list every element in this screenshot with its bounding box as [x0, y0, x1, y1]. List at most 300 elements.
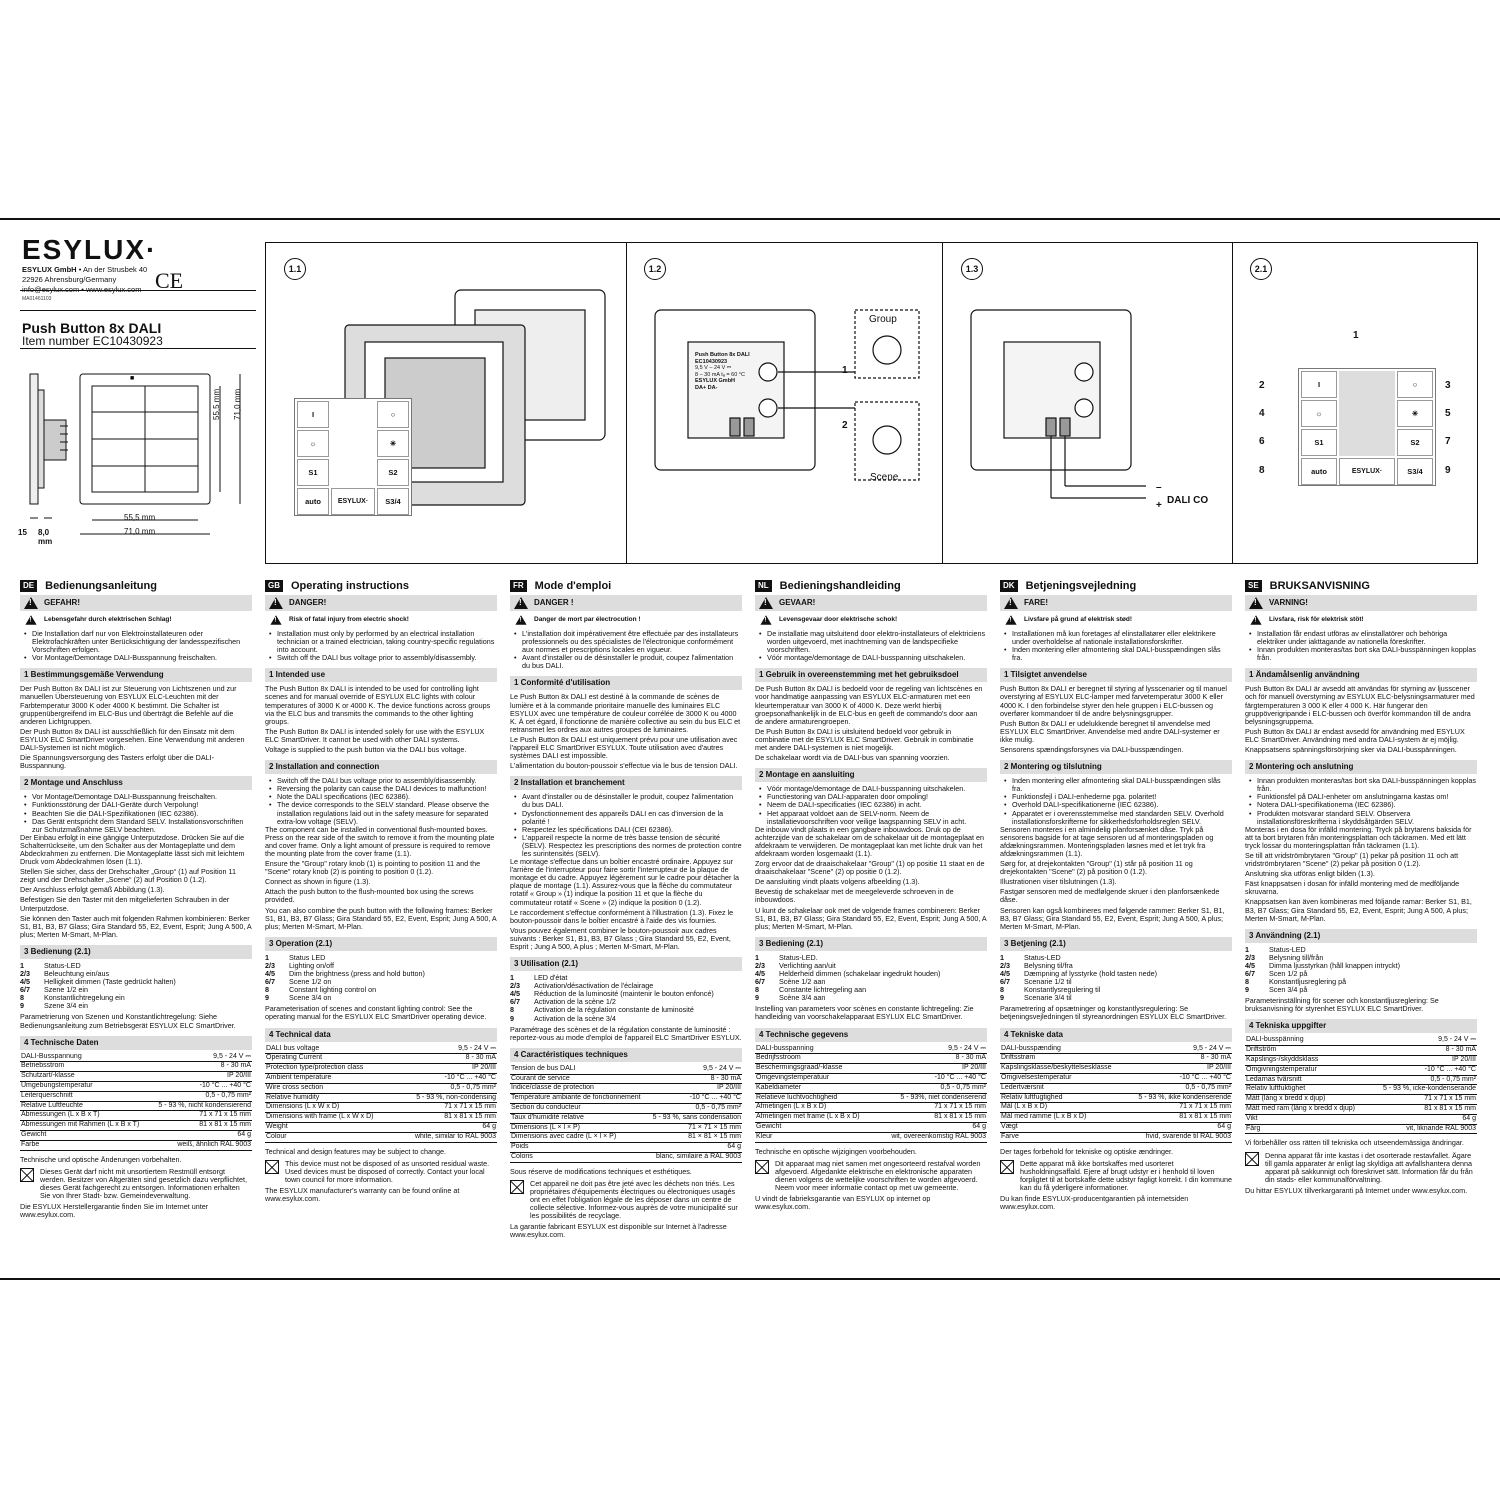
spec-value: 9,5 - 24 V ⎓ [876, 1045, 987, 1054]
spec-label: Kapslingsklasse/beskyttelsesklasse [1000, 1064, 1126, 1074]
dimension-outer-width: 71,0 mm [124, 527, 156, 536]
keypad-front [294, 398, 412, 516]
spec-label: Section du conducteur [510, 1104, 648, 1114]
key-on: I [1301, 371, 1337, 398]
label-current: 8 – 30 mA tₐ = 60 °C [695, 371, 745, 378]
callout-2: 2 [842, 420, 848, 431]
list-item: • Innan produkten monteras/tas bort ska DALI-busspänningen kopplas från. [1249, 646, 1477, 662]
divider [626, 242, 627, 564]
paragraph: Parameterisation of scenes and constant lighting control: See the operating manual for the ESYLUX ELC SmartDriver operating device. [265, 1004, 487, 1022]
operation-number: 1 [1000, 952, 1004, 962]
paragraph: The ESYLUX manufacturer's warranty can be found online at www.esylux.com. [265, 1185, 460, 1203]
list-item: • Note the DALI specifications (IEC 62386). [269, 793, 497, 801]
spec-value: vit, liknande RAL 9003 [1370, 1124, 1477, 1134]
table-row [1000, 1122, 1232, 1132]
warning-icon [269, 597, 283, 609]
figure-number-1-1: 1.1 [284, 258, 306, 280]
table-row [265, 1073, 497, 1083]
table-row [510, 1104, 742, 1114]
table-row [265, 1122, 497, 1132]
spec-value: 5 - 93 %, icke-kondenserande [1370, 1085, 1477, 1095]
spec-value: 5 - 93 %, non-condensing [397, 1093, 497, 1103]
paragraph: De aansluiting vindt plaats volgens afbeelding (1.3). [755, 877, 920, 887]
callout-4: 4 [1259, 408, 1265, 419]
company-name: ESYLUX GmbH [22, 265, 77, 274]
list-item: • Switch off the DALI bus voltage prior to assembly/disassembly. [269, 654, 497, 662]
list-item: • Vóór montage/demontage de DALI-busspanning uitschakelen. [759, 785, 987, 793]
spec-label: Betriebsstrom [20, 1062, 150, 1072]
table-row [510, 1123, 742, 1133]
label-scene: Scene [870, 472, 899, 483]
danger-subtitle [514, 614, 742, 626]
operation-number: 2/3 [20, 969, 30, 978]
section-heading: 3 Bediening (2.1) [755, 937, 987, 951]
ce-mark: CE [155, 268, 184, 293]
paragraph: Paramétrage des scènes et de la régulation constante de luminosité : reportez-vous au mode d'emploi de l'appareil ELC SmartDriver ESYLUX. [510, 1024, 742, 1042]
spec-value: 81 × 81 × 15 mm [648, 1133, 742, 1143]
spec-label: Ledarnas tvärsnitt [1245, 1075, 1370, 1085]
danger-title: DANGER! [289, 597, 327, 607]
paragraph: Technische und optische Änderungen vorbehalten. [20, 1154, 182, 1164]
section-heading: 3 Användning (2.1) [1245, 929, 1477, 943]
spec-label: Omgevingstemperatuur [755, 1073, 876, 1083]
danger-title: GEVAAR! [779, 597, 816, 607]
table-row [265, 1083, 497, 1093]
table-row [755, 1113, 987, 1123]
callout-8: 8 [1259, 465, 1265, 476]
spec-label: Courant de service [510, 1074, 648, 1084]
spec-label: Wire cross section [265, 1083, 397, 1093]
table-row [265, 1132, 497, 1142]
spec-label: DALI-Busspannung [20, 1053, 150, 1062]
spec-value: 81 x 81 x 15 mm [1126, 1113, 1232, 1123]
table-row [20, 1140, 252, 1150]
operation-number: 6/7 [1245, 969, 1255, 978]
spec-label: Afmetingen (L x B x D) [755, 1103, 876, 1113]
spec-value: 81 x 81 x 15 mm [397, 1113, 497, 1123]
danger-list [1249, 630, 1477, 662]
paragraph: Bevestig de schakelaar met de meegeleverde schroeven in de inbouwdoos. [755, 887, 954, 905]
spec-value: 9,5 - 24 V ⎓ [150, 1053, 252, 1062]
dimension-outer-height: 71,0 mm [233, 388, 242, 420]
bullet-list [24, 793, 252, 833]
column-header [265, 580, 497, 592]
operation-number: 6/7 [20, 985, 30, 995]
paragraph: Sørg for, at drejekontakten "Group" (1) står på position 11 og drejekontakten "Scene" (2) på position 0 (1.2). [1000, 859, 1193, 877]
operation-text: Konstantlichtregelung ein [44, 993, 125, 1003]
operation-text: Status-LED. [779, 952, 818, 962]
label-code: EC10430923 [695, 358, 728, 365]
warning-icon [759, 597, 773, 609]
address-line: 22926 Ahrensburg/Germany [22, 275, 117, 284]
paragraph: Instelling van parameters voor scènes en constante lichtregeling: Zie handleiding van voorschakelapparaat ESYLUX ELC SmartDriver. [755, 1004, 974, 1022]
section-heading: 3 Bedienung (2.1) [20, 945, 252, 959]
section-heading: 4 Technical data [265, 1028, 497, 1042]
spec-label: Kleur [755, 1132, 876, 1142]
table-row [510, 1084, 742, 1094]
figure-number-2-1: 2.1 [1250, 258, 1272, 280]
operation-text: Status-LED [44, 960, 81, 970]
spec-label: Omgivelsestemperatur [1000, 1073, 1126, 1083]
spec-label: Omgivningstemperatur [1245, 1065, 1370, 1075]
table-row [1245, 1046, 1477, 1056]
spec-label: Kabeldiameter [755, 1083, 876, 1093]
dimension-depth: 15 [18, 528, 27, 537]
spec-value: 5 - 93 %, sans condensation [648, 1113, 742, 1123]
paragraph: Die ESYLUX Herstellergarantie finden Sie im Internet unter www.esylux.com. [20, 1202, 209, 1220]
table-row [265, 1064, 497, 1074]
bullet-list [514, 793, 742, 858]
table-row [20, 1062, 252, 1072]
operation-text: Helligkeit dimmen (Taste gedrückt halten) [44, 977, 176, 987]
table-row [265, 1113, 497, 1123]
list-item: • Funktionsfejl i DALI-enhederne pga. polaritet! [1004, 793, 1232, 801]
danger-banner [20, 595, 252, 611]
crossed-bin-icon [1245, 1152, 1259, 1166]
section-heading: 2 Montage en aansluiting [755, 768, 987, 782]
language-code: FR [510, 580, 527, 592]
operation-number: 2/3 [755, 960, 765, 970]
table-row [1000, 1073, 1232, 1083]
spec-value: hvid, svarende til RAL 9003 [1126, 1132, 1232, 1142]
technical-data-table [510, 1065, 742, 1163]
section-heading: 1 Conformité d'utilisation [510, 676, 742, 690]
spec-label: Tension de bus DALI [510, 1065, 648, 1074]
section-heading: 2 Installation and connection [265, 760, 497, 774]
callout-7: 7 [1445, 436, 1451, 447]
operation-text: Belysning till/från [1269, 952, 1324, 962]
paragraph: Zorg ervoor dat de draaischakelaar "Group" (1) op positie 11 staat en de draaischakelaar "Scene" (2) op positie 0 (1.2). [755, 859, 985, 877]
spec-label: Farbe [20, 1140, 150, 1150]
paragraph: De schakelaar wordt via de DALI-bus van spanning voorzien. [755, 753, 950, 763]
operation-list [1000, 954, 1232, 1003]
danger-list [24, 630, 252, 662]
warning-icon [760, 615, 771, 625]
danger-banner [510, 595, 742, 611]
table-row [20, 1053, 252, 1062]
paragraph: Sie können den Taster auch mit folgenden Rahmen kombinieren: Berker S1, B1, B3, B7 Glass; Gira Standard 55, E2, Event, Esprit; Jung A 500, A plus; Merten M-Smart, M-Plan. [20, 913, 252, 939]
paragraph: Fastgør sensoren med de medfølgende skruer i den planforsænkede dåse. [1000, 887, 1220, 905]
paragraph: Connect as shown in figure (1.3). [265, 877, 371, 887]
operation-text: Dim the brightness (press and hold button) [289, 969, 425, 978]
operation-text: Scen 1/2 på [1269, 969, 1308, 978]
operation-list [265, 954, 497, 1003]
danger-list [1004, 630, 1232, 662]
spec-value: 64 g [150, 1131, 252, 1141]
key-dim-up: ✳ [1397, 400, 1433, 427]
list-item: • Inden montering eller afmontering skal DALI-busspændingen slås fra. [1004, 777, 1232, 793]
spec-value: 8 - 30 mA [1370, 1046, 1477, 1056]
spec-label: Afmetingen met frame (L x B x D) [755, 1113, 876, 1123]
operation-text: Scène 1/2 aan [779, 977, 826, 987]
operation-number: 9 [265, 993, 269, 1003]
spec-label: Dimensions avec cadre (L × l × P) [510, 1133, 648, 1143]
spec-label: Relative Luftfeuchte [20, 1101, 150, 1111]
paragraph: Parametrierung von Szenen und Konstantlichtregelung: Siehe Bedienungsanleitung zum Betriebsgerät ESYLUX ELC SmartDriver. [20, 1012, 236, 1030]
callout-5: 5 [1445, 408, 1451, 419]
spec-value: -10 °C ... +40 °C [397, 1073, 497, 1083]
spec-label: Coloris [510, 1153, 648, 1163]
danger-list [269, 630, 497, 662]
danger-text: Danger de mort par électrocution ! [534, 615, 641, 623]
paragraph: Push Button 8x DALI är endast avsedd för användning med ESYLUX ELC SmartDriver. Användning med andra DALI-system är ej möjlig. [1245, 726, 1465, 744]
paragraph: Illustrationen viser tilslutningen (1.3). [1000, 877, 1117, 887]
operation-number: 6/7 [265, 977, 275, 987]
callout-9: 9 [1445, 465, 1451, 476]
label-plus: + [1156, 500, 1162, 511]
section-heading: 2 Montering og tilslutning [1000, 760, 1232, 774]
spec-label: Ambient temperature [265, 1073, 397, 1083]
technical-data-table [1245, 1036, 1477, 1134]
list-item: • The device corresponds to the SELV standard. Please observe the installation regulations laid out in the safety measure for separated extra-low voltage (SELV). [269, 801, 497, 825]
paragraph: De Push Button 8x DALI is uitsluitend bedoeld voor gebruik in combinatie met de ESYLUX ELC SmartDriver. Gebruik in combinatie met andere DALI-systemen is niet mogelijk. [755, 726, 974, 753]
key-on: I [297, 401, 329, 428]
column-fr [510, 580, 742, 1242]
danger-text: Livsfare på grund af elektrisk stød! [1024, 615, 1133, 623]
disposal-text: Dette apparat må ikke bortskaffes med usorteret husholdningsaffald. Ejere af brugt udstyr er i henhold til loven forpligtet til at bortskaffe dette udstyr fagligt korrekt. I din kommune kan du få yderligere informationer. [1020, 1158, 1232, 1192]
danger-subtitle [1004, 614, 1232, 626]
operation-list [1245, 946, 1477, 995]
list-item: • Beachten Sie die DALI-Spezifikationen (IEC 62386). [24, 810, 252, 818]
table-row [1245, 1056, 1477, 1066]
spec-value: 71 x 71 x 15 mm [150, 1111, 252, 1121]
column-header [510, 580, 742, 592]
table-row [510, 1094, 742, 1104]
paragraph: Monteras i en dosa för infälld montering. Tryck på brytarens baksida för att ta bort brytaren från monteringsplattan och täckramen. Med ett lätt tryck lossar du monteringsplattan från täckramen (1.1). [1245, 824, 1472, 850]
list-item: • Inden montering eller afmontering skal DALI-busspændingen slås fra. [1004, 646, 1232, 662]
disposal-note [1245, 1152, 1477, 1184]
spec-value: IP 20/III [1126, 1064, 1232, 1074]
danger-title: GEFAHR! [44, 597, 80, 607]
bullet-list [269, 777, 497, 826]
paragraph: You can also combine the push button with the following frames: Berker S1, B1, B3, B7 Glass; Gira Standard 55, E2, Event, Esprit; Jung A 500, A plus; Merten M-Smart, M-Plan. [265, 905, 497, 931]
spec-label: Taux d'humidité relative [510, 1113, 648, 1123]
spec-value: IP 20/III [1370, 1056, 1477, 1066]
spec-label: DALI-busspanning [755, 1045, 876, 1054]
table-row [1000, 1132, 1232, 1142]
callout-6: 6 [1259, 436, 1265, 447]
disposal-note [20, 1168, 252, 1200]
spec-label: Färg [1245, 1124, 1370, 1134]
paragraph: Sensoren monteres i en almindelig planforsænket dåse. Tryk på sensorens bagside for at tage sensoren ud af monteringspladen og afdækningsrammen. Monteringspladen løsnes med et let tryk fra afdækningsrammen (1.1). [1000, 824, 1214, 858]
table-row [755, 1054, 987, 1064]
table-row [510, 1143, 742, 1153]
paragraph: The Push Button 8x DALI is intended solely for use with the ESYLUX ELC SmartDriver. It cannot be used with other DALI systems. [265, 726, 485, 744]
spec-label: Operating Current [265, 1054, 397, 1064]
paragraph: Der Einbau erfolgt in eine gängige Unterputzdose. Drücken Sie auf die Schalterrückseite, um den Schalter aus der Montageplatte und dem Abdeckrahmen zu entfernen. Die Montageplatte lässt sich mit leichtem Druck vom Abdeckrahmen lösen (1.1). [20, 832, 245, 867]
operation-text: Konstantlysregulering til [1024, 985, 1101, 995]
section-heading: 4 Tekniska uppgifter [1245, 1019, 1477, 1033]
operation-text: Scene 1/2 on [289, 977, 332, 987]
spec-label: Beschermingsgraad/-klasse [755, 1064, 876, 1074]
dimension-inner-height: 55,5 mm [212, 388, 221, 420]
table-row [20, 1111, 252, 1121]
danger-banner [755, 595, 987, 611]
item-number: Item number EC10430923 [22, 334, 163, 348]
address-line: • An der Strusbek 40 [78, 265, 148, 274]
spec-value: 71 × 71 × 15 mm [648, 1123, 742, 1133]
paragraph: L'alimentation du bouton-poussoir s'effectue via le bus de tension DALI. [510, 761, 738, 771]
list-item: • Installation får endast utföras av elinstallatörer och behöriga elektriker under iakttagande av nationella föreskrifter. [1249, 630, 1477, 646]
paragraph: Le Push Button 8x DALI est uniquement prévu pour une utilisation avec l'appareil ELC SmartDriver ESYLUX. Toute utilisation avec d'autres systèmes DALI est impossible. [510, 734, 738, 761]
list-item: • Innan produkten monteras/tas bort ska DALI-busspänningen kopplas från. [1249, 777, 1477, 793]
paragraph: The Push Button 8x DALI is intended to be used for controlling light scenes and for manual override of ESYLUX ELC lights with colour temperatures of 3000 K or 4000 K. The device functions across groups via the ELC bus and transmits the commands to the other lighting groups. [265, 684, 491, 726]
spec-value: 81 x 81 x 15 mm [150, 1121, 252, 1131]
paragraph: U vindt de fabrieksgarantie van ESYLUX op internet op www.esylux.com. [755, 1194, 931, 1212]
table-row [1000, 1093, 1232, 1103]
table-row [20, 1131, 252, 1141]
table-row [510, 1133, 742, 1143]
divider [20, 348, 256, 349]
section-heading: 4 Technische gegevens [755, 1028, 987, 1042]
operation-text: Activation de la régulation constante de luminosité [534, 1005, 694, 1015]
section-heading: 3 Operation (2.1) [265, 937, 497, 951]
section-heading: 4 Caractéristiques techniques [510, 1048, 742, 1062]
danger-banner [1245, 595, 1477, 611]
spec-value: 0,5 - 0,75 mm² [150, 1091, 252, 1101]
spec-value: 71 x 71 x 15 mm [1126, 1103, 1232, 1113]
operation-text: Scenarie 3/4 til [1024, 993, 1072, 1003]
disposal-note [755, 1160, 987, 1192]
column-header [755, 580, 987, 592]
table-row [510, 1113, 742, 1123]
language-code: GB [265, 580, 283, 592]
table-row [755, 1045, 987, 1054]
table-row [20, 1101, 252, 1111]
table-row [755, 1083, 987, 1093]
operation-text: Dæmpning af lysstyrke (hold tasten nede) [1024, 969, 1158, 978]
spec-label: Mål (L x B x D) [1000, 1103, 1126, 1113]
operation-number: 6/7 [1000, 977, 1010, 987]
spec-value: weiß, ähnlich RAL 9003 [150, 1140, 252, 1150]
spec-value: wit, overeenkomstig RAL 9003 [876, 1132, 987, 1142]
crossed-bin-icon [510, 1180, 524, 1194]
spec-label: Bedrijfsstroom [755, 1054, 876, 1064]
column-title: Bedienungsanleitung [45, 579, 157, 592]
operation-text: Scenarie 1/2 til [1024, 977, 1072, 987]
spec-value: 0,5 - 0,75 mm² [648, 1104, 742, 1114]
paragraph: U kunt de schakelaar ook met de volgende frames combineren: Berker S1, B1, B3, B7 Glass; Gira Standard 55, E2, Event, Esprit; Jung A 500, A plus; Merten M-Smart, M-Plan. [755, 905, 987, 931]
spec-value: 0,5 - 0,75 mm² [397, 1083, 497, 1093]
table-row [1245, 1095, 1477, 1105]
paragraph: Push Button 8x DALI er udelukkende beregnet til anvendelse med ESYLUX ELC SmartDriver. Anvendelse med andre DALI-systemer er ikke mulig. [1000, 718, 1220, 744]
table-row [1000, 1113, 1232, 1123]
disposal-text: Denna apparat får inte kastas i det osorterade restavfallet. Ägare till gamla apparater är enligt lag skyldiga att avfallshantera denna apparat på sakkunnigt och föreskrivet sätt. Information får du från din stads- eller kommunalförvaltning. [1265, 1150, 1473, 1184]
table-row [755, 1073, 987, 1083]
paragraph: Technical and design features may be subject to change. [265, 1146, 446, 1156]
spec-value: IP 20/III [648, 1084, 742, 1094]
operation-number: 4/5 [510, 989, 520, 999]
bullet-list [759, 785, 987, 825]
esylux-logo: ESYLUX· [22, 234, 158, 265]
paragraph: Push Button 8x DALI är avsedd att användas för styrning av ljusscener och för manuell överstyrning av ESYLUX ELC-belysningsarmaturer med färgtemperaturen 3 000 K eller 4 000 K. Här fungerar den gruppöverigripande i ELC-bussen och överför kommandon till de andra belysningsgrupperna. [1245, 684, 1475, 726]
warning-icon [1005, 615, 1016, 625]
spec-value: 81 x 81 x 15 mm [876, 1113, 987, 1123]
table-row [755, 1122, 987, 1132]
list-item: • Funktionsfel på DALI-enheter om anslutningarna kastas om! [1249, 793, 1477, 801]
disposal-note [510, 1180, 742, 1220]
paragraph: Du kan finde ESYLUX-producentgarantien på internetsiden www.esylux.com. [1000, 1194, 1189, 1212]
spec-label: Température ambiante de fonctionnement [510, 1094, 648, 1104]
operation-text: LED d'état [534, 973, 568, 983]
key-s34: S3/4 [1397, 458, 1433, 485]
language-code: DK [1000, 580, 1018, 592]
figure-1-2-rotary-switches [650, 300, 935, 500]
spec-value: -10 °C ... +40 °C [648, 1094, 742, 1104]
paragraph: Sensoren kan også kombineres med følgende rammer: Berker S1, B1, B3, B7 Glass; Gira Standard 55, E2, Event, Esprit; Jung A 500, A plus; Merten M-Smart, M-Plan. [1000, 905, 1225, 931]
spec-label: Driftsstrøm [1000, 1054, 1126, 1064]
paragraph: Ensure the "Group" rotary knob (1) is pointing to position 11 and the "Scene" rotary knob (2) is pointing to position 0 (1.2). [265, 859, 481, 877]
list-item: • Notera DALI-specifikationerna (IEC 62386). [1249, 801, 1477, 809]
spec-value: 71 x 71 x 15 mm [397, 1103, 497, 1113]
warning-icon [25, 615, 36, 625]
spec-value: 0,5 - 0,75 mm² [1126, 1083, 1232, 1093]
spec-value: 8 - 30 mA [1126, 1054, 1232, 1064]
table-row [510, 1153, 742, 1163]
column-title: Operating instructions [291, 579, 409, 592]
bullet-list [1249, 777, 1477, 826]
label-voltage: 9,5 V – 24 V ⎓ [695, 365, 732, 371]
warning-icon [515, 615, 526, 625]
label-title: Push Button 8x DALI [695, 352, 750, 358]
table-row [20, 1072, 252, 1082]
spec-value: -10 °C ... +40 °C [876, 1073, 987, 1083]
operation-text: Status-LED [1269, 944, 1306, 954]
paragraph: La garantie fabricant ESYLUX est disponible sur Internet à l'adresse www.esylux.com. [510, 1222, 727, 1240]
list-item: • Reversing the polarity can cause the DALI devices to malfunction! [269, 785, 497, 793]
spec-label: Weight [265, 1122, 397, 1132]
paragraph: Die Spannungsversorgung des Tasters erfolgt über die DALI-Busspannung. [20, 753, 215, 771]
section-heading: 1 Tilsigtet anvendelse [1000, 668, 1232, 682]
operation-text: Scene 3/4 on [289, 993, 332, 1003]
table-row [1000, 1083, 1232, 1093]
spec-label: Driftström [1245, 1046, 1370, 1056]
danger-subtitle [759, 614, 987, 626]
spec-label: Mål med ramme (L x B x D) [1000, 1113, 1126, 1123]
spec-label: Relatieve luchtvochtigheid [755, 1093, 876, 1103]
crossed-bin-icon [755, 1160, 769, 1174]
language-code: DE [20, 580, 37, 592]
paragraph: Vi förbehåller oss rätten till tekniska och utseendemässiga ändringar. [1245, 1138, 1464, 1148]
spec-value: 0,5 - 0,75 mm² [1370, 1075, 1477, 1085]
spec-label: DALI-busspænding [1000, 1045, 1126, 1054]
operation-number: 9 [755, 993, 759, 1003]
disposal-text: Cet appareil ne doit pas être jeté avec les déchets non triés. Les propriétaires d'équipements électriques ou électroniques usagés ont en effet l'obligation légale de les déposer dans un centre de collecte sélective. Informez-vous auprès de votre municipalité sur les possibilités de recyclage. [530, 1178, 738, 1221]
spec-value: 81 x 81 x 15 mm [1370, 1105, 1477, 1115]
spec-value: IP 20/III [876, 1064, 987, 1074]
spec-value: blanc, similaire à RAL 9003 [648, 1153, 742, 1163]
paragraph: Der Push Button 8x DALI ist zur Steuerung von Lichtszenen und zur manuellen Übersteuerung von ESYLUX ELC-Leuchten mit der Farbtemperatur 3000 K oder 4000 K bestimmt. Die Schalter ist gruppenübergreifend im ELC-Bus und überträgt die Befehle auf die anderen Lichtgruppen. [20, 684, 237, 726]
operation-text: Constant lighting control on [289, 985, 377, 995]
table-row [265, 1103, 497, 1113]
spec-label: Indice/classe de protection [510, 1084, 648, 1094]
spec-label: Farve [1000, 1132, 1126, 1142]
spec-label: Gewicht [755, 1122, 876, 1132]
operation-number: 2/3 [510, 981, 520, 991]
warning-icon [1004, 597, 1018, 609]
list-item: • De installatie mag uitsluitend door elektro-installateurs of elektriciens worden uitgevoerd, met inachtneming van de landspecifieke voorschriften. [759, 630, 987, 654]
table-row [1000, 1103, 1232, 1113]
column-title: Mode d'emploi [534, 579, 612, 592]
spec-label: Dimensions (L × l × P) [510, 1123, 648, 1133]
operation-number: 9 [510, 1013, 514, 1023]
table-row [1000, 1045, 1232, 1054]
spec-value: 71 x 71 x 15 mm [876, 1103, 987, 1113]
list-item: • Vor Montage/Demontage DALI-Busspannung freischalten. [24, 793, 252, 801]
list-item: • L'installation doit impérativement être effectuée par des installateurs professionnels ou des spécialistes de l'électronique conformément aux normes et prescriptions locales en vigueur. [514, 630, 742, 654]
list-item: • L'appareil respecte la norme de très basse tension de sécurité (SELV). Respectez les prescriptions des normes de protection contre les surintensités (SELV). [514, 834, 742, 858]
paragraph: The component can be installed in conventional flush-mounted boxes. Press on the rear side of the switch to remove it from the mounting plate and cover frame. Only a light amount of pressure is required to remove the mounting plate from the cover frame (1.1). [265, 824, 495, 858]
